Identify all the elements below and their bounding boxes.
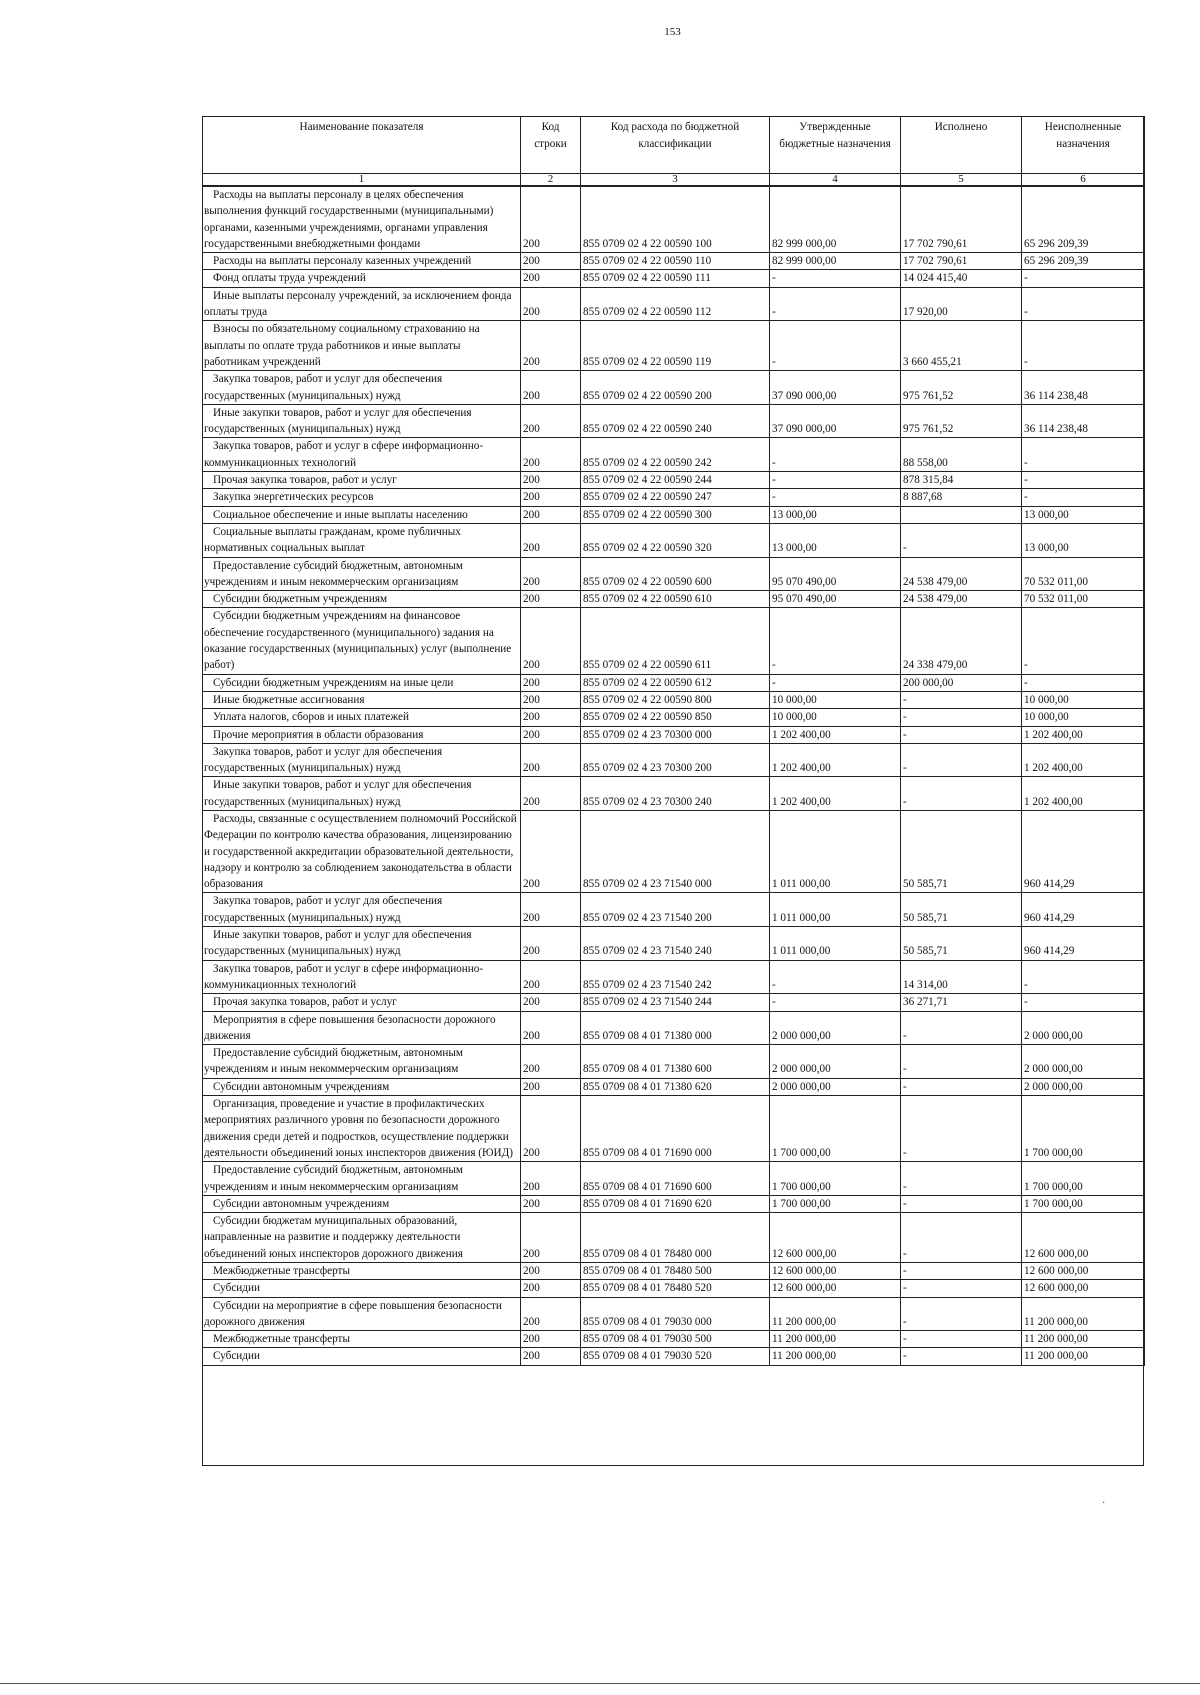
- table-header-row: [203, 117, 1145, 174]
- row-approved-amount: 13 000,00: [770, 506, 901, 523]
- row-executed-amount: -: [901, 743, 1022, 777]
- row-classification-code: 855 0709 02 4 23 71540 244: [581, 994, 770, 1011]
- row-classification-code: 855 0709 02 4 22 00590 112: [581, 287, 770, 321]
- row-approved-amount: -: [770, 960, 901, 994]
- row-unexecuted-amount: 36 114 238,48: [1022, 404, 1145, 438]
- row-classification-code: 855 0709 08 4 01 71690 600: [581, 1162, 770, 1196]
- row-indicator-name: Взносы по обязательному социальному страхованию на выплаты по оплате труда работников и иные выплаты работникам учреждений: [203, 321, 521, 371]
- row-approved-amount: -: [770, 674, 901, 691]
- row-executed-amount: -: [901, 777, 1022, 811]
- table-row: [203, 1096, 1145, 1162]
- table-row: [203, 287, 1145, 321]
- row-indicator-name: Предоставление субсидий бюджетным, автономным учреждениям и иным некоммерческим организациям: [203, 1162, 521, 1196]
- row-indicator-name: Прочая закупка товаров, работ и услуг: [203, 994, 521, 1011]
- row-executed-amount: 8 887,68: [901, 489, 1022, 506]
- row-classification-code: 855 0709 02 4 22 00590 242: [581, 438, 770, 472]
- row-unexecuted-amount: -: [1022, 287, 1145, 321]
- row-unexecuted-amount: 36 114 238,48: [1022, 371, 1145, 405]
- row-classification-code: 855 0709 08 4 01 71380 000: [581, 1011, 770, 1045]
- row-indicator-name: Закупка товаров, работ и услуг в сфере информационно-коммуникационных технологий: [203, 960, 521, 994]
- row-indicator-name: Межбюджетные трансферты: [203, 1263, 521, 1280]
- row-unexecuted-amount: 13 000,00: [1022, 506, 1145, 523]
- row-approved-amount: 1 202 400,00: [770, 743, 901, 777]
- table-row: [203, 1331, 1145, 1348]
- row-approved-amount: -: [770, 270, 901, 287]
- row-executed-amount: 17 920,00: [901, 287, 1022, 321]
- scan-speck: ·: [1102, 1498, 1106, 1509]
- row-classification-code: 855 0709 02 4 23 71540 240: [581, 927, 770, 961]
- row-classification-code: 855 0709 02 4 22 00590 800: [581, 691, 770, 708]
- table-row: [203, 608, 1145, 674]
- row-classification-code: 855 0709 08 4 01 71690 000: [581, 1096, 770, 1162]
- row-executed-amount: -: [901, 1078, 1022, 1095]
- row-line-code: 200: [521, 1213, 581, 1263]
- row-classification-code: 855 0709 08 4 01 79030 500: [581, 1331, 770, 1348]
- table-row: [203, 927, 1145, 961]
- row-executed-amount: -: [901, 1263, 1022, 1280]
- row-approved-amount: 82 999 000,00: [770, 253, 901, 270]
- row-classification-code: 855 0709 02 4 22 00590 110: [581, 253, 770, 270]
- row-classification-code: 855 0709 02 4 23 71540 242: [581, 960, 770, 994]
- table-row: [203, 810, 1145, 892]
- row-approved-amount: -: [770, 608, 901, 674]
- row-executed-amount: 975 761,52: [901, 371, 1022, 405]
- row-unexecuted-amount: 11 200 000,00: [1022, 1348, 1145, 1365]
- row-line-code: 200: [521, 810, 581, 892]
- row-indicator-name: Расходы, связанные с осуществлением полномочий Российской Федерации по контролю качества образования, лицензированию и государственной аккредитации образовательной деятельности, надзору и контролю за соблюдением законодательства в области образования: [203, 810, 521, 892]
- row-approved-amount: 12 600 000,00: [770, 1263, 901, 1280]
- budget-execution-table-container: [202, 116, 1144, 1366]
- row-indicator-name: Межбюджетные трансферты: [203, 1331, 521, 1348]
- row-classification-code: 855 0709 02 4 23 71540 000: [581, 810, 770, 892]
- row-classification-code: 855 0709 02 4 22 00590 100: [581, 186, 770, 253]
- table-row: [203, 709, 1145, 726]
- row-indicator-name: Субсидии бюджетам муниципальных образований, направленные на развитие и поддержку деятельности объединений юных инспекторов дорожного движения: [203, 1213, 521, 1263]
- row-classification-code: 855 0709 02 4 22 00590 200: [581, 371, 770, 405]
- row-unexecuted-amount: 10 000,00: [1022, 709, 1145, 726]
- row-line-code: 200: [521, 270, 581, 287]
- row-classification-code: 855 0709 02 4 22 00590 610: [581, 591, 770, 608]
- budget-execution-table: [202, 116, 1145, 1366]
- column-number: 5: [901, 174, 1022, 187]
- row-line-code: 200: [521, 506, 581, 523]
- row-classification-code: 855 0709 02 4 22 00590 850: [581, 709, 770, 726]
- header-budget-classification-code: Код расхода по бюджетной классификации: [581, 117, 770, 174]
- row-classification-code: 855 0709 02 4 22 00590 247: [581, 489, 770, 506]
- row-approved-amount: -: [770, 438, 901, 472]
- row-indicator-name: Расходы на выплаты персоналу в целях обеспечения выполнения функций государственными (муниципальными) органами, казенными учреждениями, органами управления государственными внебюджетными фондами: [203, 186, 521, 253]
- row-classification-code: 855 0709 02 4 23 70300 240: [581, 777, 770, 811]
- row-unexecuted-amount: -: [1022, 489, 1145, 506]
- row-line-code: 200: [521, 1078, 581, 1095]
- row-unexecuted-amount: 2 000 000,00: [1022, 1011, 1145, 1045]
- row-indicator-name: Иные закупки товаров, работ и услуг для обеспечения государственных (муниципальных) нужд: [203, 777, 521, 811]
- row-indicator-name: Организация, проведение и участие в профилактических мероприятиях различного уровня по безопасности дорожного движения среди детей и подростков, осуществление поддержки деятельности объединений юных инспекторов движения (ЮИД): [203, 1096, 521, 1162]
- table-row: [203, 1162, 1145, 1196]
- header-approved-appropriations: Утвержденные бюджетные назначения: [770, 117, 901, 174]
- row-executed-amount: [901, 506, 1022, 523]
- row-line-code: 200: [521, 321, 581, 371]
- table-row: [203, 472, 1145, 489]
- row-classification-code: 855 0709 02 4 22 00590 240: [581, 404, 770, 438]
- row-executed-amount: -: [901, 1195, 1022, 1212]
- row-unexecuted-amount: -: [1022, 270, 1145, 287]
- row-line-code: 200: [521, 893, 581, 927]
- table-row: [203, 994, 1145, 1011]
- table-row: [203, 270, 1145, 287]
- row-line-code: 200: [521, 253, 581, 270]
- row-indicator-name: Субсидии автономным учреждениям: [203, 1078, 521, 1095]
- row-executed-amount: 200 000,00: [901, 674, 1022, 691]
- row-approved-amount: 11 200 000,00: [770, 1348, 901, 1365]
- row-line-code: 200: [521, 186, 581, 253]
- row-approved-amount: 10 000,00: [770, 691, 901, 708]
- row-approved-amount: 11 200 000,00: [770, 1297, 901, 1331]
- row-classification-code: 855 0709 08 4 01 71690 620: [581, 1195, 770, 1212]
- row-approved-amount: 12 600 000,00: [770, 1213, 901, 1263]
- table-row: [203, 489, 1145, 506]
- row-line-code: 200: [521, 591, 581, 608]
- row-executed-amount: 50 585,71: [901, 927, 1022, 961]
- table-row: [203, 1280, 1145, 1297]
- row-approved-amount: 1 700 000,00: [770, 1162, 901, 1196]
- row-unexecuted-amount: 13 000,00: [1022, 523, 1145, 557]
- table-row: [203, 557, 1145, 591]
- row-executed-amount: 88 558,00: [901, 438, 1022, 472]
- page-number: 153: [664, 26, 681, 38]
- row-line-code: 200: [521, 1011, 581, 1045]
- row-classification-code: 855 0709 02 4 23 70300 000: [581, 726, 770, 743]
- row-unexecuted-amount: 1 202 400,00: [1022, 743, 1145, 777]
- row-unexecuted-amount: 1 202 400,00: [1022, 726, 1145, 743]
- row-executed-amount: -: [901, 1280, 1022, 1297]
- row-line-code: 200: [521, 691, 581, 708]
- table-row: [203, 1297, 1145, 1331]
- row-indicator-name: Субсидии: [203, 1348, 521, 1365]
- row-approved-amount: 95 070 490,00: [770, 591, 901, 608]
- row-unexecuted-amount: -: [1022, 472, 1145, 489]
- row-approved-amount: 1 011 000,00: [770, 810, 901, 892]
- column-number: 2: [521, 174, 581, 187]
- row-classification-code: 855 0709 08 4 01 79030 520: [581, 1348, 770, 1365]
- row-classification-code: 855 0709 02 4 22 00590 600: [581, 557, 770, 591]
- row-unexecuted-amount: 70 532 011,00: [1022, 591, 1145, 608]
- table-row: [203, 1045, 1145, 1079]
- row-indicator-name: Субсидии: [203, 1280, 521, 1297]
- row-indicator-name: Предоставление субсидий бюджетным, автономным учреждениям и иным некоммерческим организациям: [203, 557, 521, 591]
- column-number: 6: [1022, 174, 1145, 187]
- header-executed: Исполнено: [901, 117, 1022, 174]
- row-line-code: 200: [521, 960, 581, 994]
- row-indicator-name: Иные закупки товаров, работ и услуг для обеспечения государственных (муниципальных) нужд: [203, 927, 521, 961]
- row-approved-amount: 82 999 000,00: [770, 186, 901, 253]
- row-indicator-name: Прочие мероприятия в области образования: [203, 726, 521, 743]
- row-classification-code: 855 0709 02 4 22 00590 111: [581, 270, 770, 287]
- row-unexecuted-amount: -: [1022, 674, 1145, 691]
- table-row: [203, 591, 1145, 608]
- row-approved-amount: 10 000,00: [770, 709, 901, 726]
- row-indicator-name: Закупка товаров, работ и услуг для обеспечения государственных (муниципальных) нужд: [203, 893, 521, 927]
- row-classification-code: 855 0709 08 4 01 78480 500: [581, 1263, 770, 1280]
- column-number: 1: [203, 174, 521, 187]
- row-approved-amount: 1 202 400,00: [770, 726, 901, 743]
- row-unexecuted-amount: 1 700 000,00: [1022, 1096, 1145, 1162]
- table-row: [203, 726, 1145, 743]
- row-classification-code: 855 0709 02 4 22 00590 119: [581, 321, 770, 371]
- row-unexecuted-amount: 65 296 209,39: [1022, 186, 1145, 253]
- row-line-code: 200: [521, 608, 581, 674]
- row-line-code: 200: [521, 287, 581, 321]
- row-approved-amount: 95 070 490,00: [770, 557, 901, 591]
- row-line-code: 200: [521, 743, 581, 777]
- row-line-code: 200: [521, 371, 581, 405]
- row-executed-amount: 14 314,00: [901, 960, 1022, 994]
- row-line-code: 200: [521, 1096, 581, 1162]
- row-line-code: 200: [521, 674, 581, 691]
- table-row: [203, 321, 1145, 371]
- table-row: [203, 960, 1145, 994]
- row-indicator-name: Фонд оплаты труда учреждений: [203, 270, 521, 287]
- row-executed-amount: -: [901, 1331, 1022, 1348]
- row-approved-amount: -: [770, 994, 901, 1011]
- row-line-code: 200: [521, 1331, 581, 1348]
- row-executed-amount: -: [901, 1045, 1022, 1079]
- row-approved-amount: 1 011 000,00: [770, 893, 901, 927]
- row-line-code: 200: [521, 1195, 581, 1212]
- row-line-code: 200: [521, 1045, 581, 1079]
- row-approved-amount: 2 000 000,00: [770, 1011, 901, 1045]
- row-unexecuted-amount: 12 600 000,00: [1022, 1213, 1145, 1263]
- table-row: [203, 1213, 1145, 1263]
- row-classification-code: 855 0709 02 4 22 00590 320: [581, 523, 770, 557]
- row-line-code: 200: [521, 1348, 581, 1365]
- row-indicator-name: Иные бюджетные ассигнования: [203, 691, 521, 708]
- row-line-code: 200: [521, 438, 581, 472]
- row-classification-code: 855 0709 02 4 22 00590 244: [581, 472, 770, 489]
- table-row: [203, 404, 1145, 438]
- row-approved-amount: -: [770, 287, 901, 321]
- row-unexecuted-amount: -: [1022, 960, 1145, 994]
- row-approved-amount: 12 600 000,00: [770, 1280, 901, 1297]
- row-executed-amount: 14 024 415,40: [901, 270, 1022, 287]
- row-approved-amount: 2 000 000,00: [770, 1045, 901, 1079]
- row-unexecuted-amount: -: [1022, 321, 1145, 371]
- row-indicator-name: Субсидии на мероприятие в сфере повышения безопасности дорожного движения: [203, 1297, 521, 1331]
- row-indicator-name: Социальные выплаты гражданам, кроме публичных нормативных социальных выплат: [203, 523, 521, 557]
- row-unexecuted-amount: 2 000 000,00: [1022, 1078, 1145, 1095]
- row-executed-amount: -: [901, 1011, 1022, 1045]
- row-unexecuted-amount: 1 700 000,00: [1022, 1162, 1145, 1196]
- row-unexecuted-amount: 65 296 209,39: [1022, 253, 1145, 270]
- row-unexecuted-amount: 11 200 000,00: [1022, 1331, 1145, 1348]
- row-indicator-name: Уплата налогов, сборов и иных платежей: [203, 709, 521, 726]
- row-indicator-name: Субсидии бюджетным учреждениям: [203, 591, 521, 608]
- row-unexecuted-amount: 960 414,29: [1022, 927, 1145, 961]
- row-classification-code: 855 0709 08 4 01 78480 000: [581, 1213, 770, 1263]
- table-row: [203, 691, 1145, 708]
- row-executed-amount: -: [901, 1348, 1022, 1365]
- row-line-code: 200: [521, 994, 581, 1011]
- row-executed-amount: 24 538 479,00: [901, 557, 1022, 591]
- row-indicator-name: Закупка энергетических ресурсов: [203, 489, 521, 506]
- row-approved-amount: 1 700 000,00: [770, 1195, 901, 1212]
- row-classification-code: 855 0709 08 4 01 78480 520: [581, 1280, 770, 1297]
- row-unexecuted-amount: -: [1022, 438, 1145, 472]
- row-line-code: 200: [521, 557, 581, 591]
- row-classification-code: 855 0709 08 4 01 79030 000: [581, 1297, 770, 1331]
- row-indicator-name: Предоставление субсидий бюджетным, автономным учреждениям и иным некоммерческим организациям: [203, 1045, 521, 1079]
- row-line-code: 200: [521, 1162, 581, 1196]
- row-executed-amount: 50 585,71: [901, 893, 1022, 927]
- table-row: [203, 1263, 1145, 1280]
- row-executed-amount: 17 702 790,61: [901, 186, 1022, 253]
- row-unexecuted-amount: 70 532 011,00: [1022, 557, 1145, 591]
- row-unexecuted-amount: 1 700 000,00: [1022, 1195, 1145, 1212]
- header-line-code: Код строки: [521, 117, 581, 174]
- row-approved-amount: 37 090 000,00: [770, 371, 901, 405]
- row-executed-amount: 24 338 479,00: [901, 608, 1022, 674]
- row-executed-amount: -: [901, 709, 1022, 726]
- row-unexecuted-amount: 960 414,29: [1022, 893, 1145, 927]
- table-row: [203, 1078, 1145, 1095]
- table-body: [203, 186, 1145, 1365]
- row-line-code: 200: [521, 726, 581, 743]
- row-executed-amount: -: [901, 1297, 1022, 1331]
- row-unexecuted-amount: 1 202 400,00: [1022, 777, 1145, 811]
- row-executed-amount: -: [901, 1096, 1022, 1162]
- table-row: [203, 506, 1145, 523]
- row-indicator-name: Закупка товаров, работ и услуг в сфере информационно-коммуникационных технологий: [203, 438, 521, 472]
- row-executed-amount: -: [901, 1162, 1022, 1196]
- header-unexecuted-appropriations: Неисполненные назначения: [1022, 117, 1145, 174]
- row-unexecuted-amount: 960 414,29: [1022, 810, 1145, 892]
- row-approved-amount: -: [770, 489, 901, 506]
- row-unexecuted-amount: -: [1022, 994, 1145, 1011]
- row-executed-amount: -: [901, 523, 1022, 557]
- table-row: [203, 371, 1145, 405]
- row-classification-code: 855 0709 02 4 23 70300 200: [581, 743, 770, 777]
- page-bottom-rule: [0, 1683, 1200, 1684]
- table-row: [203, 523, 1145, 557]
- table-row: [203, 674, 1145, 691]
- row-unexecuted-amount: 2 000 000,00: [1022, 1045, 1145, 1079]
- row-classification-code: 855 0709 08 4 01 71380 600: [581, 1045, 770, 1079]
- row-approved-amount: 1 700 000,00: [770, 1096, 901, 1162]
- row-executed-amount: 50 585,71: [901, 810, 1022, 892]
- row-classification-code: 855 0709 08 4 01 71380 620: [581, 1078, 770, 1095]
- row-approved-amount: 1 011 000,00: [770, 927, 901, 961]
- row-executed-amount: -: [901, 726, 1022, 743]
- row-executed-amount: 975 761,52: [901, 404, 1022, 438]
- table-row: [203, 777, 1145, 811]
- row-indicator-name: Субсидии бюджетным учреждениям на иные цели: [203, 674, 521, 691]
- row-unexecuted-amount: 12 600 000,00: [1022, 1263, 1145, 1280]
- row-approved-amount: 11 200 000,00: [770, 1331, 901, 1348]
- row-line-code: 200: [521, 927, 581, 961]
- row-indicator-name: Прочая закупка товаров, работ и услуг: [203, 472, 521, 489]
- row-classification-code: 855 0709 02 4 22 00590 611: [581, 608, 770, 674]
- row-line-code: 200: [521, 709, 581, 726]
- header-indicator-name: Наименование показателя: [203, 117, 521, 174]
- row-indicator-name: Закупка товаров, работ и услуг для обеспечения государственных (муниципальных) нужд: [203, 743, 521, 777]
- row-indicator-name: Закупка товаров, работ и услуг для обеспечения государственных (муниципальных) нужд: [203, 371, 521, 405]
- row-executed-amount: 17 702 790,61: [901, 253, 1022, 270]
- table-row: [203, 438, 1145, 472]
- row-indicator-name: Расходы на выплаты персоналу казенных учреждений: [203, 253, 521, 270]
- row-executed-amount: 3 660 455,21: [901, 321, 1022, 371]
- row-indicator-name: Иные закупки товаров, работ и услуг для обеспечения государственных (муниципальных) нужд: [203, 404, 521, 438]
- table-row: [203, 1195, 1145, 1212]
- row-line-code: 200: [521, 404, 581, 438]
- row-unexecuted-amount: -: [1022, 608, 1145, 674]
- column-number: 3: [581, 174, 770, 187]
- row-indicator-name: Социальное обеспечение и иные выплаты населению: [203, 506, 521, 523]
- row-line-code: 200: [521, 1263, 581, 1280]
- row-approved-amount: 2 000 000,00: [770, 1078, 901, 1095]
- column-number-row: [203, 174, 1145, 187]
- row-unexecuted-amount: 12 600 000,00: [1022, 1280, 1145, 1297]
- row-approved-amount: 37 090 000,00: [770, 404, 901, 438]
- row-indicator-name: Иные выплаты персоналу учреждений, за исключением фонда оплаты труда: [203, 287, 521, 321]
- row-executed-amount: 24 538 479,00: [901, 591, 1022, 608]
- row-line-code: 200: [521, 777, 581, 811]
- row-line-code: 200: [521, 1280, 581, 1297]
- row-approved-amount: -: [770, 472, 901, 489]
- row-unexecuted-amount: 10 000,00: [1022, 691, 1145, 708]
- row-line-code: 200: [521, 523, 581, 557]
- row-indicator-name: Мероприятия в сфере повышения безопасности дорожного движения: [203, 1011, 521, 1045]
- row-line-code: 200: [521, 472, 581, 489]
- row-unexecuted-amount: 11 200 000,00: [1022, 1297, 1145, 1331]
- table-row: [203, 893, 1145, 927]
- row-classification-code: 855 0709 02 4 23 71540 200: [581, 893, 770, 927]
- row-indicator-name: Субсидии автономным учреждениям: [203, 1195, 521, 1212]
- table-row: [203, 1348, 1145, 1365]
- table-row: [203, 253, 1145, 270]
- table-row: [203, 186, 1145, 253]
- row-classification-code: 855 0709 02 4 22 00590 612: [581, 674, 770, 691]
- row-executed-amount: -: [901, 691, 1022, 708]
- column-number: 4: [770, 174, 901, 187]
- row-executed-amount: -: [901, 1213, 1022, 1263]
- table-row: [203, 1011, 1145, 1045]
- row-approved-amount: 13 000,00: [770, 523, 901, 557]
- row-line-code: 200: [521, 1297, 581, 1331]
- row-approved-amount: 1 202 400,00: [770, 777, 901, 811]
- table-row: [203, 743, 1145, 777]
- row-line-code: 200: [521, 489, 581, 506]
- row-approved-amount: -: [770, 321, 901, 371]
- row-classification-code: 855 0709 02 4 22 00590 300: [581, 506, 770, 523]
- row-executed-amount: 878 315,84: [901, 472, 1022, 489]
- row-indicator-name: Субсидии бюджетным учреждениям на финансовое обеспечение государственного (муниципального) задания на оказание государственных (муниципальных) услуг (выполнение работ): [203, 608, 521, 674]
- row-executed-amount: 36 271,71: [901, 994, 1022, 1011]
